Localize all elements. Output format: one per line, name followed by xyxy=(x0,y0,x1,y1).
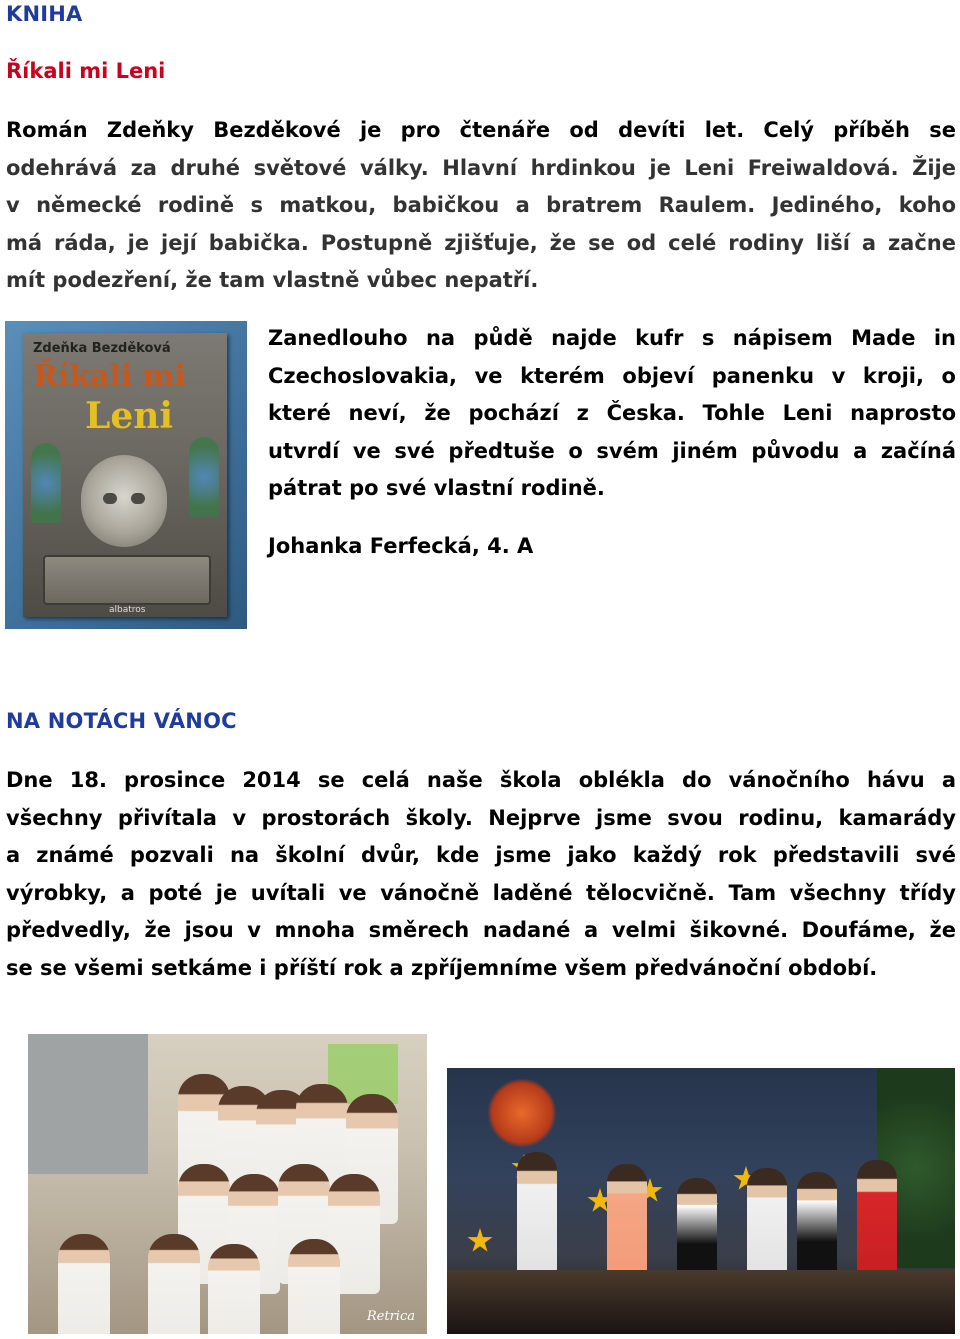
text-line: v německé rodině s matkou, babičkou a bratrem Raulem. Jediného, koho xyxy=(6,193,956,217)
book-cover-image xyxy=(5,321,247,629)
book-paragraph-2 xyxy=(268,320,956,508)
text-line: výrobky, a poté je uvítali ve vánočně laděné tělocvičně. Tam všechny třídy xyxy=(6,880,956,905)
text-line: odehrává za druhé světové války. Hlavní hrdinkou je Leni Freiwaldová. Žije xyxy=(6,155,956,180)
suitcase-illustration xyxy=(43,555,211,605)
person-figure xyxy=(607,1164,647,1284)
person-figure xyxy=(288,1239,340,1334)
text-line: Czechoslovakia, ve kterém objeví panenku v kroji, o xyxy=(268,363,956,388)
section-title-christmas: NA NOTÁCH VÁNOC xyxy=(6,709,237,733)
text-line: Dne 18. prosince 2014 se celá naše škola oblékla do vánočního hávu a xyxy=(6,768,956,792)
section-title-book: KNIHA xyxy=(6,2,83,26)
photo-girls-in-white xyxy=(28,1034,427,1334)
text-line: utvrdí ve své předtuše o svém jiném původu a začíná xyxy=(268,438,956,463)
star-prop xyxy=(467,1228,493,1254)
text-line: mít podezření, že tam vlastně vůbec nepatří. xyxy=(6,268,539,292)
text-line: a známé pozvali na školní dvůr, kde jsme jako každý rok představili své xyxy=(6,843,956,867)
text-line: všechny přivítala v prostorách školy. Nejprve jsme svou rodinu, kamarády xyxy=(6,805,956,830)
eye-illustration xyxy=(131,493,145,504)
person-figure xyxy=(208,1244,260,1334)
christmas-paragraph xyxy=(6,762,956,987)
girl-face-illustration xyxy=(81,455,167,547)
text-line: pátrat po své vlastní rodině. xyxy=(268,476,605,500)
cover-author: Zdeňka Bezděková xyxy=(33,341,171,356)
text-line: se se všemi setkáme i příští rok a zpříjemníme všem předvánoční období. xyxy=(6,955,878,980)
text-line: které neví, že pochází z Česka. Tohle Leni naprosto xyxy=(268,401,956,425)
text-line: Zanedlouho na půdě najde kufr s nápisem Made in xyxy=(268,326,956,350)
book-title: Říkali mi Leni xyxy=(6,59,166,83)
stage-floor xyxy=(447,1270,955,1334)
book-paragraph-1 xyxy=(6,112,956,300)
cover-title-line1: Říkali mi xyxy=(33,359,186,394)
plant-illustration xyxy=(31,443,61,523)
classroom-wall xyxy=(28,1034,148,1174)
cover-title-line2: Leni xyxy=(85,395,174,437)
book-cover-art xyxy=(23,333,227,617)
cover-publisher: albatros xyxy=(109,605,146,615)
plant-illustration xyxy=(189,437,219,517)
text-line: má ráda, je její babička. Postupně zjišťuje, že se od celé rodiny liší a začne xyxy=(6,230,956,255)
text-line: předvedly, že jsou v mnoha směrech nadané a velmi šikovné. Doufáme, že xyxy=(6,918,956,942)
author-signature: Johanka Ferfecká, 4. A xyxy=(268,534,534,558)
text-line: Román Zdeňky Bezděkové je pro čtenáře od devíti let. Celý příběh se xyxy=(6,118,956,142)
photo-stage-performance xyxy=(447,1068,955,1334)
person-figure xyxy=(148,1234,200,1334)
photo-watermark: Retrica xyxy=(366,1309,415,1324)
comet-decoration xyxy=(487,1078,557,1148)
person-figure xyxy=(517,1152,557,1282)
person-figure xyxy=(58,1234,110,1334)
eye-illustration xyxy=(103,493,117,504)
